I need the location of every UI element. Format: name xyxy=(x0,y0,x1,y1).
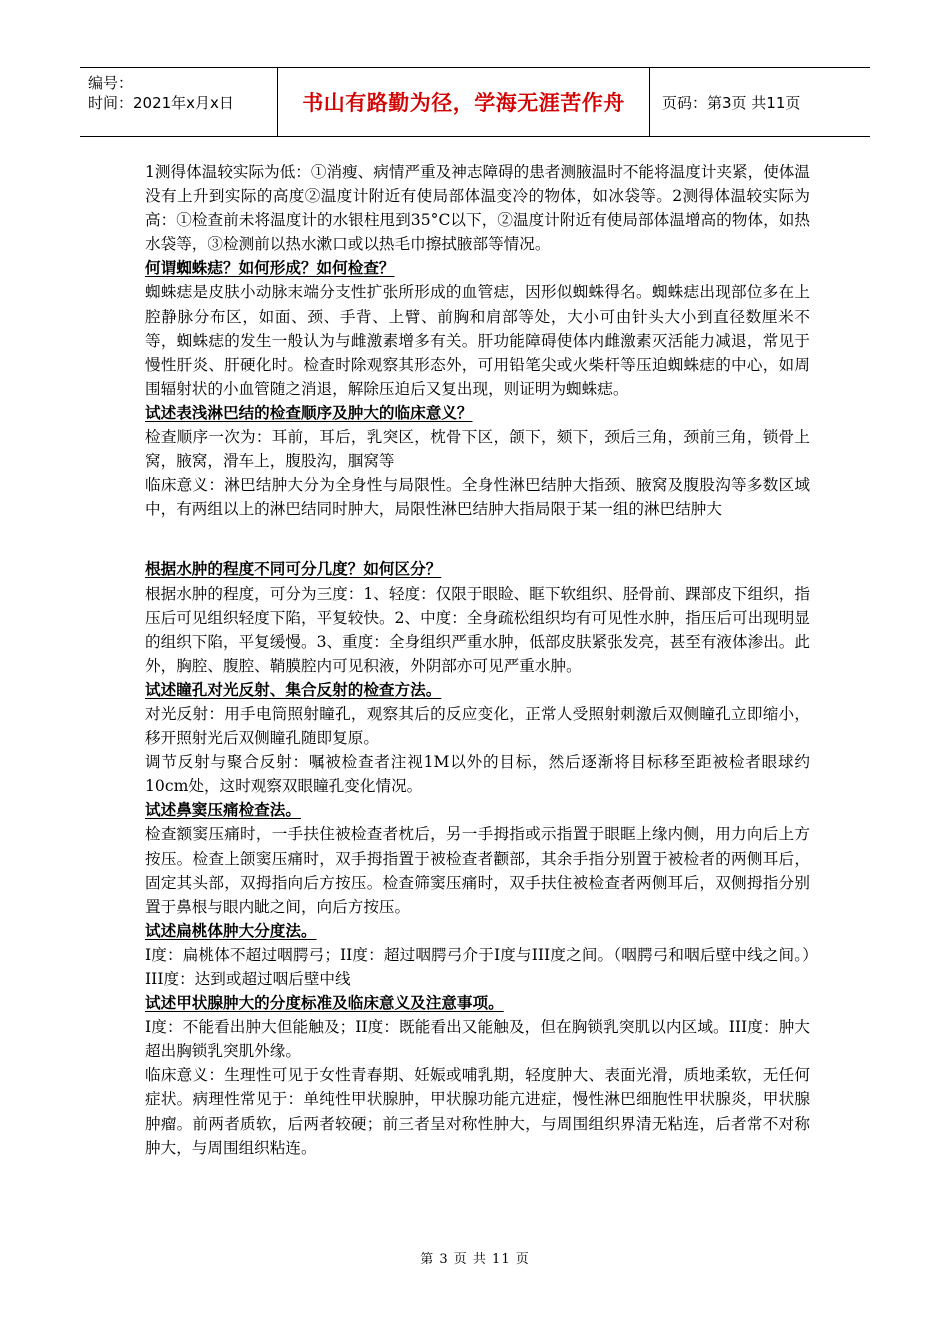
header-page-info: 页码：第3页 共11页 xyxy=(662,93,801,112)
doc-date-label: 时间：2021年x月x日 xyxy=(88,94,234,112)
answer-lymph-order: 检查顺序一次为：耳前，耳后，乳突区，枕骨下区，颌下，颏下，颈后三角，颈前三角，锁骨上窝，腋窝，滑车上，腹股沟，腘窝等 xyxy=(145,428,810,471)
question-lymph-nodes: 试述表浅淋巴结的检查顺序及肿大的临床意义？ xyxy=(145,403,473,422)
question-edema: 根据水肿的程度不同可分几度？如何区分？ xyxy=(145,560,442,579)
answer-pupil-accommodation: 调节反射与聚合反射：嘱被检查者注视1M以外的目标，然后逐渐将目标移至距被检者眼球约10cm处，这时观察双眼瞳孔变化情况。 xyxy=(145,753,810,796)
question-sinus: 试述鼻窦压痛检查法。 xyxy=(145,801,301,820)
question-pupil-reflex: 试述瞳孔对光反射、集合反射的检查方法。 xyxy=(145,680,442,699)
document-body xyxy=(145,160,810,1160)
answer-edema: 根据水肿的程度，可分为三度：1、轻度：仅限于眼睑、眶下软组织、胫骨前、踝部皮下组织，指压后可见组织轻度下陷，平复较快。2、中度：全身疏松组织均有可见性水肿，指压后可出现明显的组织下陷，平复缓慢。3、重度：全身组织严重水肿，低部皮肤紧张发亮，甚至有液体渗出。此外，胸腔、腹腔、鞘膜腔内可见积液，外阴部亦可见严重水肿。 xyxy=(145,584,810,675)
paragraph-temperature: 1测得体温较实际为低：①消瘦、病情严重及神志障碍的患者测腋温时不能将温度计夹紧，使体温没有上升到实际的高度②温度计附近有使局部体温变冷的物体，如冰袋等。2测得体温较实际为高：①检查前未将温度计的水银柱甩到35°C以下，②温度计附近有使局部体温增高的物体，如热水袋等，③检测前以热水漱口或以热毛巾擦拭腋部等情况。 xyxy=(145,163,810,254)
page-header xyxy=(80,67,870,137)
answer-lymph-significance: 临床意义：淋巴结肿大分为全身性与局限性。全身性淋巴结肿大指颈、腋窝及腹股沟等多数区域中，有两组以上的淋巴结同时肿大，局限性淋巴结肿大指局限于某一组的淋巴结肿大 xyxy=(145,476,810,519)
answer-thyroid-grade: I度：不能看出肿大但能触及；II度：既能看出又能触及，但在胸锁乳突肌以内区域。III度：肿大超出胸锁乳突肌外缘。 xyxy=(145,1018,810,1061)
question-tonsil: 试述扁桃体肿大分度法。 xyxy=(145,921,317,940)
question-thyroid: 试述甲状腺肿大的分度标准及临床意义及注意事项。 xyxy=(145,994,504,1013)
answer-sinus: 检查额窦压痛时，一手扶住被检查者枕后，另一手拇指或示指置于眼眶上缘内侧，用力向后上方按压。检查上颌窦压痛时，双手拇指置于被检查者颧部，其余手指分别置于被检者的两侧耳后，固定其头部，双拇指向后方按压。检查筛窦压痛时，双手扶住被检查者两侧耳后，双侧拇指分别置于鼻根与眼内眦之间，向后方按压。 xyxy=(145,825,810,916)
answer-pupil-light: 对光反射：用手电筒照射瞳孔，观察其后的反应变化，正常人受照射刺激后双侧瞳孔立即缩小，移开照射光后双侧瞳孔随即复原。 xyxy=(145,704,810,748)
answer-spider-nevus: 蜘蛛痣是皮肤小动脉末端分支性扩张所形成的血管痣，因形似蜘蛛得名。蜘蛛痣出现部位多在上腔静脉分布区，如面、颈、手背、上臂、前胸和肩部等处，大小可由针头大小到直径数厘米不等，蜘蛛痣的发生一般认为与雌激素增多有关。肝功能障碍使体内雌激素灭活能力减退，常见于慢性肝炎、肝硬化时。检查时除观察其形态外，可用铅笔尖或火柴杆等压迫蜘蛛痣的中心，如周围辐射状的小血管随之消退，解除压迫后又复出现，则证明为蜘蛛痣。 xyxy=(145,283,810,398)
question-spider-nevus: 何谓蜘蛛痣？如何形成？如何检查？ xyxy=(145,259,395,278)
header-motto: 书山有路勤为径，学海无涯苦作舟 xyxy=(278,68,650,136)
header-meta xyxy=(80,68,278,136)
page-footer: 第 3 页 共 11 页 xyxy=(420,1252,530,1267)
answer-thyroid-significance: 临床意义：生理性可见于女性青春期、妊娠或哺乳期，轻度肿大、表面光滑，质地柔软，无任何症状。病理性常见于：单纯性甲状腺肿，甲状腺功能亢进症，慢性淋巴细胞性甲状腺炎，甲状腺肿瘤。前两者质软，后两者较硬；前三者呈对称性肿大，与周围组织界清无粘连，后者常不对称肿大，与周围组织粘连。 xyxy=(145,1066,810,1157)
doc-number-label: 编号： xyxy=(88,74,134,92)
spacer xyxy=(145,521,810,557)
answer-tonsil: I度：扁桃体不超过咽腭弓；II度：超过咽腭弓介于Ⅰ度与III度之间。（咽腭弓和咽后壁中线之间。）III度：达到或超过咽后壁中线 xyxy=(145,945,810,988)
